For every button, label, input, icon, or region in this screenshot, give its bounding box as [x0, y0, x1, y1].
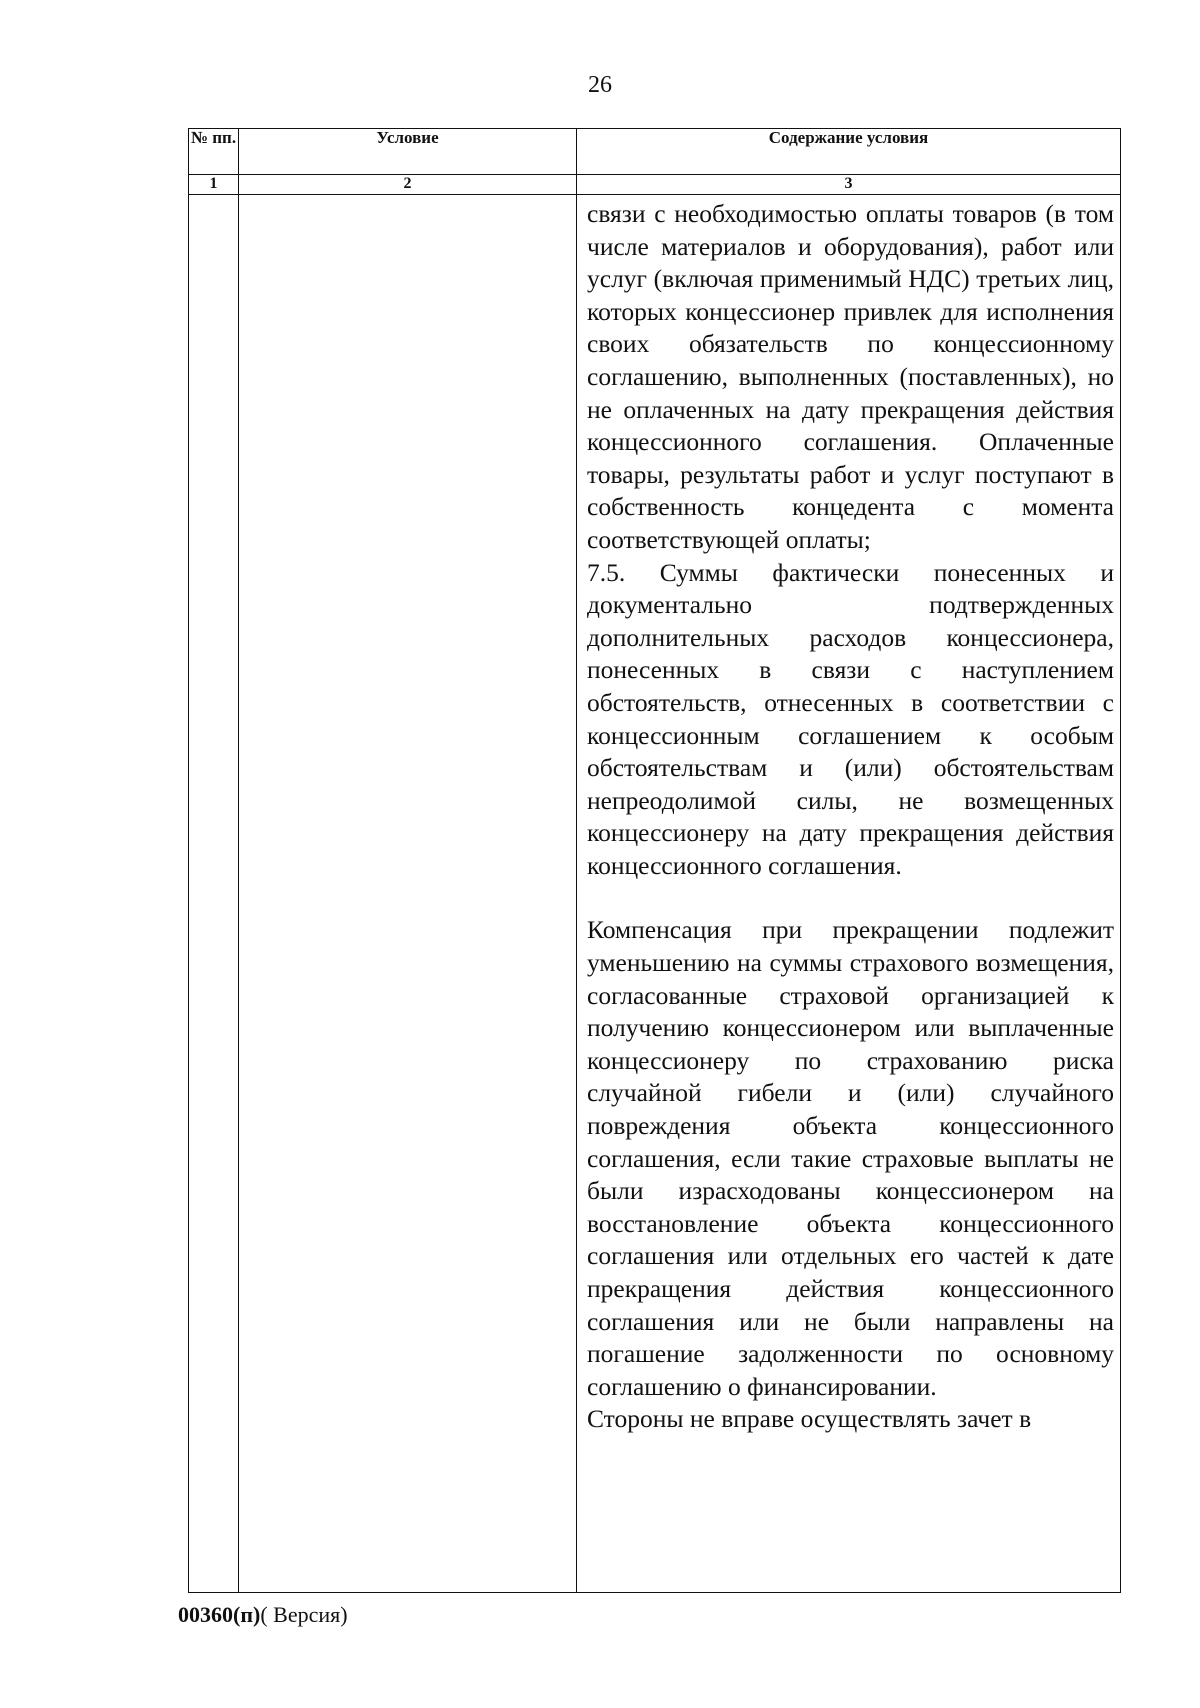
content-paragraph-2: 7.5. Суммы фактически понесенных и документально подтвержденных дополнительных расходов концессионера, понесенных в связи с наступлением обстоятельств, отнесенных в соответствии с концессионным соглашением к особым обстоятельствам и (или) обстоятельствам непреодолимой силы, не возмещенных концессионеру на дату прекращения действия концессионного соглашения. — [587, 557, 1114, 880]
column-number-1: 1 — [189, 175, 239, 195]
document-version: ( Версия) — [260, 1602, 348, 1627]
column-number-3: 3 — [577, 175, 1121, 195]
content-paragraph-1: связи с необходимостью оплаты товаров (в том числе материалов и оборудования), работ или услуг (включая применимый НДС) третьих лиц, которых концессионер привлек для исполнения своих обязательств по концессионному соглашению, выполненных (поставленных), но не оплаченных на дату прекращения действия концессионного соглашения. Оплаченные товары, результаты работ и услуг поступают в собственность концедента с момента соответствующей оплаты; — [587, 199, 1114, 554]
content-paragraph-3: Компенсация при прекращении подлежит уменьшению на суммы страхового возмещения, согласованные страховой организацией к получению концессионером или выплаченные концессионеру по страхованию риска случайной гибели и (или) случайного повреждения объекта концессионного соглашения, если такие страховые выплаты не были израсходованы концессионером на восстановление объекта концессионного соглашения или отдельных его частей к дате прекращения действия концессионного соглашения или не были направлены на погашение задолженности по основному соглашению о финансировании. — [587, 915, 1114, 1401]
row-content-cell — [577, 195, 1121, 1593]
table-header-row — [189, 129, 1121, 175]
column-number-2: 2 — [239, 175, 577, 195]
document-code-number: 00360(п) — [178, 1602, 261, 1627]
page-number: 26 — [588, 72, 612, 98]
header-content: Содержание условия — [577, 129, 1121, 175]
content-paragraph-4: Стороны не вправе осуществлять зачет в — [587, 1404, 1032, 1434]
row-num-cell — [189, 195, 239, 1593]
header-num: № пп. — [189, 129, 239, 175]
conditions-table — [188, 128, 1121, 1593]
column-number-row — [189, 175, 1121, 195]
table-row — [189, 195, 1121, 1593]
header-condition: Условие — [239, 129, 577, 175]
document-code — [178, 1602, 348, 1628]
row-condition-cell — [239, 195, 577, 1593]
paragraph-gap — [587, 882, 1114, 914]
